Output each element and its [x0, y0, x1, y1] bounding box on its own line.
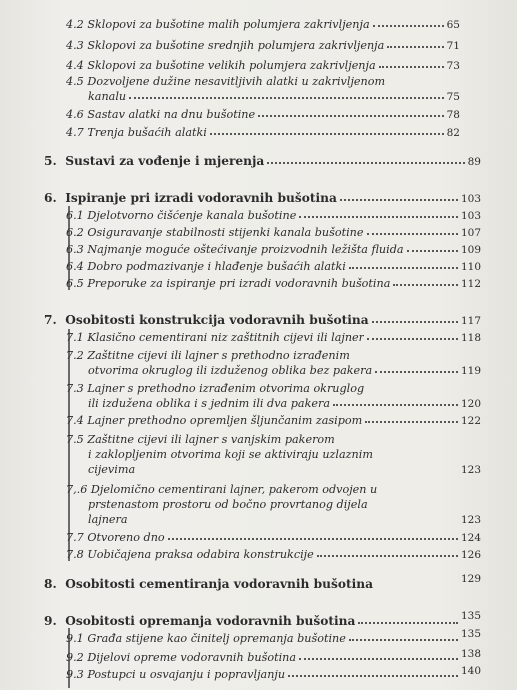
- dot-leader: [373, 25, 444, 27]
- page-number: 110: [460, 261, 481, 273]
- page-number: 103: [460, 210, 481, 222]
- dot-leader: [340, 199, 458, 201]
- leader-gap: [131, 520, 458, 522]
- toc-chapter-6: 6. Ispiranje pri izradi vodoravnih bušotina 103: [44, 191, 481, 205]
- toc-chapter-9: 9. Osobitosti opremanja vodoravnih bušotina 135: [44, 610, 481, 628]
- dot-leader: [367, 233, 458, 235]
- dot-leader: [210, 133, 444, 135]
- dot-leader: [393, 284, 458, 286]
- page-number: 123: [460, 464, 481, 476]
- toc-chapter-8: 8. Osobitosti cementiranja vodoravnih bušotina 129: [44, 573, 481, 591]
- page-number: 109: [460, 244, 481, 256]
- page-number: 124: [460, 532, 481, 544]
- dot-leader: [258, 115, 444, 117]
- toc-entry-4-7: 4.7 Trenja bušaćih alatki 82: [66, 126, 460, 139]
- dot-leader: [379, 66, 444, 68]
- toc-entry-7-5-cont2: cijevima 123: [88, 463, 481, 476]
- dot-leader: [267, 162, 464, 164]
- dot-leader: [168, 538, 458, 540]
- toc-entry-7-3-cont: ili izdužena oblika i s jednim ili dva pakera 120: [88, 397, 481, 410]
- dot-leader: [299, 216, 458, 218]
- page-number: 107: [460, 227, 481, 239]
- toc-entry-7-5: 7.5 Zaštitne cijevi ili lajner s vanjskim pakerom: [66, 433, 335, 446]
- dot-leader: [407, 250, 458, 252]
- toc-entry-9-1: 9.1 Građa stijene kao činitelj opremanja bušotine 135: [66, 628, 481, 645]
- toc-entry-7-6: 7,.6 Djelomično cementirani lajner, pakerom odvojen u: [66, 483, 378, 496]
- toc-entry-9-3: 9.3 Postupci u osvajanju i popravljanju 140: [66, 665, 481, 681]
- page-number: 65: [446, 19, 460, 31]
- toc-entry-7-3: 7.3 Lajner s prethodno izrađenim otvorima okruglog: [66, 382, 365, 395]
- toc-entry-6-3: 6.3 Najmanje moguće oštećivanje proizvodnih ležišta fluida 109: [66, 243, 481, 256]
- dot-leader: [375, 371, 458, 373]
- toc-entry-4-5-cont: kanalu 75: [88, 90, 460, 103]
- toc-entry-7-6-cont: prstenastom prostoru od bočno provrtanog dijela: [88, 498, 368, 511]
- dot-leader: [358, 622, 458, 624]
- dot-leader: [129, 97, 444, 99]
- page-number: 135: [460, 610, 481, 622]
- page-number: 123: [460, 514, 481, 526]
- toc-entry-7-1: 7.1 Klasično cementirani niz zaštitnih cijevi ili lajner 118: [66, 331, 481, 344]
- toc-entry-6-5: 6.5 Preporuke za ispiranje pri izradi vodoravnih bušotina 112: [66, 277, 481, 290]
- dot-leader: [299, 658, 458, 660]
- dot-leader: [372, 321, 458, 323]
- page-number: 73: [446, 60, 460, 72]
- toc-entry-7-4: 7.4 Lajner prethodno opremljen šljunčanim zasipom 122: [66, 414, 481, 427]
- dot-leader: [367, 338, 458, 340]
- toc-chapter-5: 5. Sustavi za vođenje i mjerenja 89: [44, 154, 481, 168]
- page-number: 135: [460, 628, 481, 640]
- toc-entry-7-7: 7.7 Otvoreno dno 124: [66, 531, 481, 544]
- page-number: 120: [460, 398, 481, 410]
- toc-entry-4-6: 4.6 Sastav alatki na dnu bušotine 78: [66, 108, 460, 121]
- dot-leader: [288, 675, 458, 677]
- toc-entry-4-4: 4.4 Sklopovi za bušotine velikih polumjera zakrivljenja 73: [66, 59, 460, 72]
- page-number: 103: [460, 193, 481, 205]
- dot-leader: [349, 639, 458, 641]
- dot-leader: [349, 267, 458, 269]
- page-number: 112: [460, 278, 481, 290]
- page-number: 89: [467, 156, 481, 168]
- toc-entry-7-8: 7.8 Uobičajena praksa odabira konstrukcije 126: [66, 548, 481, 561]
- page-number: 140: [460, 665, 481, 677]
- page-number: 75: [446, 91, 460, 103]
- toc-entry-6-1: 6.1 Djelotvorno čišćenje kanala bušotine 103: [66, 209, 481, 222]
- toc-entry-4-2: [66, 18, 460, 31]
- page-number: 117: [460, 315, 481, 327]
- toc-entry-9-2: 9.2 Dijelovi opreme vodoravnih bušotina 138: [66, 648, 481, 664]
- page-number: 82: [446, 127, 460, 139]
- toc-chapter-7: 7. Osobitosti konstrukcija vodoravnih bušotina 117: [44, 313, 481, 327]
- toc-entry-7-2: 7.2 Zaštitne cijevi ili lajner s prethodno izrađenim: [66, 349, 350, 362]
- dot-leader: [333, 404, 458, 406]
- toc-entry-4-3: 4.3 Sklopovi za bušotine srednjih polumjera zakrivljenja 71: [66, 39, 460, 52]
- dot-leader: [387, 46, 443, 48]
- toc-entry-7-2-cont: otvorima okruglog ili izduženog oblika bez pakera 119: [88, 364, 481, 377]
- entry-title: 4.2 Sklopovi za bušotine malih polumjera zakrivljenja: [66, 18, 370, 31]
- toc-entry-7-5-cont: i zaklopljenim otvorima koji se aktiviraju uzlaznim: [88, 448, 373, 461]
- page-number: 122: [460, 415, 481, 427]
- page-number: 126: [460, 549, 481, 561]
- leader-gap: [138, 470, 458, 472]
- page-number: 119: [460, 365, 481, 377]
- toc-entry-4-5: 4.5 Dozvoljene dužine nesavitljivih alatki u zakrivljenom: [66, 75, 386, 88]
- toc-entry-7-6-cont2: lajnera 123: [88, 513, 481, 526]
- toc-entry-6-4: 6.4 Dobro podmazivanje i hlađenje bušaćih alatki 110: [66, 260, 481, 273]
- leader-gap: [376, 585, 458, 587]
- dot-leader: [365, 421, 458, 423]
- page-number: 71: [446, 40, 460, 52]
- page-number: 78: [446, 109, 460, 121]
- dot-leader: [317, 555, 458, 557]
- page-number: 138: [460, 648, 481, 660]
- page-number: 129: [460, 573, 481, 585]
- page-number: 118: [460, 332, 481, 344]
- toc-entry-6-2: 6.2 Osiguravanje stabilnosti stijenki kanala bušotine 107: [66, 226, 481, 239]
